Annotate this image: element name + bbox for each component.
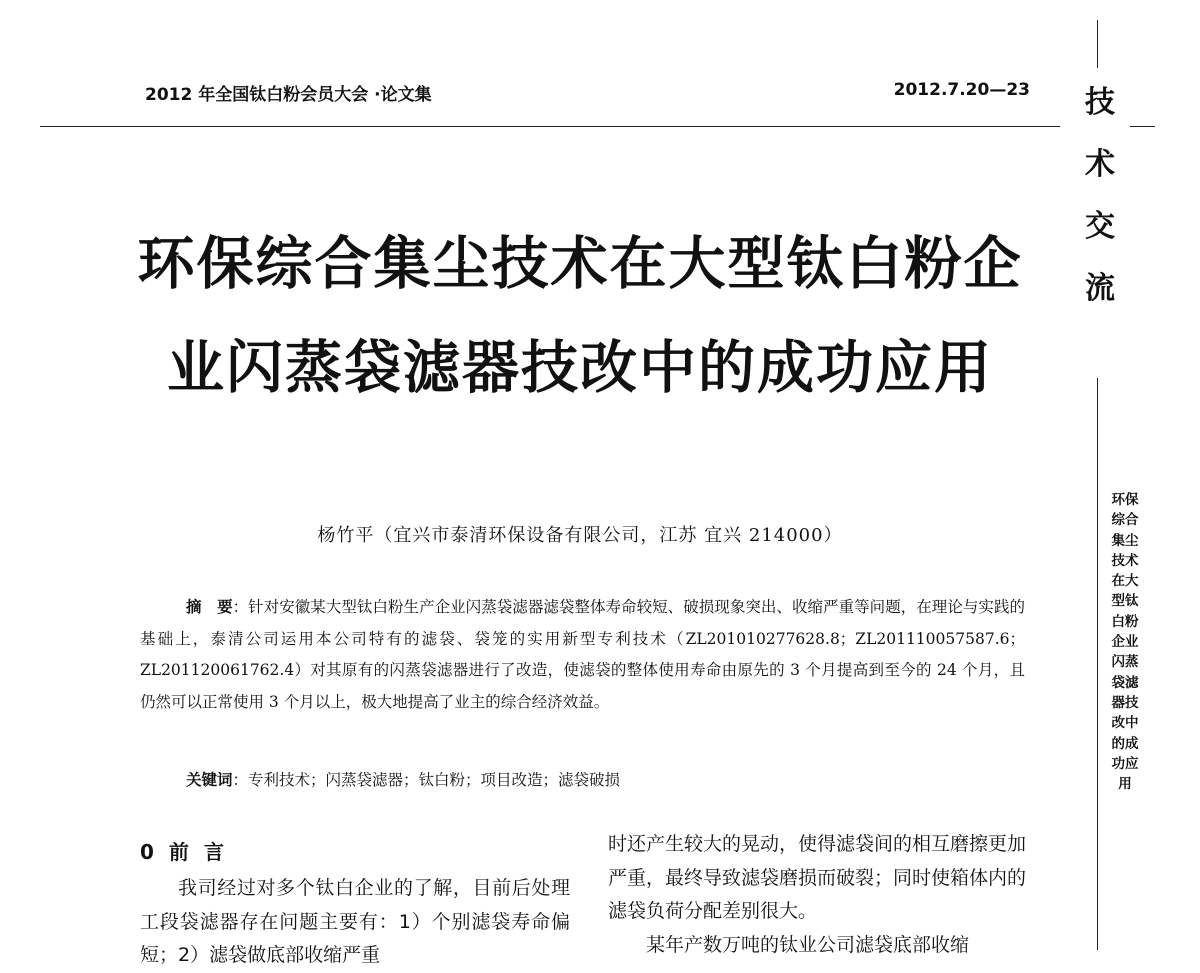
- paper-title: 环保综合集尘技术在大型钛白粉企业闪蒸袋滤器技改中的成功应用: [137, 231, 1023, 401]
- section-label-char: 技: [1085, 85, 1115, 120]
- section-heading: 0 前 言: [140, 840, 228, 864]
- abstract-label: 摘 要: [186, 598, 233, 616]
- paragraph: 我司经过对多个钛白企业的了解，目前后处理工段袋滤器存在问题主要有：1）个别滤袋寿命偏短；2）滤袋做底部收缩严重: [140, 877, 570, 966]
- keywords-label: 关键词: [186, 771, 233, 789]
- section-label-char: 术: [1085, 147, 1115, 182]
- body-column-left: [140, 872, 570, 973]
- section-label-char: 交: [1085, 209, 1115, 244]
- section-label: [1070, 85, 1130, 336]
- keywords: [186, 768, 1026, 790]
- keywords-text: ：专利技术；闪蒸袋滤器；钛白粉；项目改造；滤袋破损: [232, 771, 621, 789]
- paragraph: 某年产数万吨的钛业公司滤袋底部收缩: [646, 933, 970, 956]
- running-header-date: 2012.7.20—23: [893, 80, 1030, 100]
- section-rule-top: [1097, 20, 1098, 68]
- section-label-char: 流: [1085, 271, 1115, 306]
- header-rule: [40, 126, 1060, 127]
- paragraph: 时还产生较大的晃动，使得滤袋间的相互磨擦更加严重，最终导致滤袋磨损而破裂；同时使箱体内的滤袋负荷分配差别很大。: [608, 833, 1027, 922]
- header-rule-right: [1130, 126, 1155, 127]
- running-header-left: 2012 年全国钛白粉会员大会 ·论文集: [145, 85, 432, 105]
- sidebar-rule: [1097, 378, 1098, 950]
- abstract: [140, 592, 1025, 718]
- abstract-text: ：针对安徽某大型钛白粉生产企业闪蒸袋滤器滤袋整体寿命较短、破损现象突出、收缩严重等问题，在理论与实践的基础上，泰清公司运用本公司特有的滤袋、袋笼的实用新型专利技术（ZL201010277628.8；ZL201110057587.6；ZL201120061762.4）对其原有的闪蒸袋滤器进行了改造，使滤袋的整体使用寿命由原先的 3 个月提高到至今的 24 个月，且仍然可以正常使用 3 个月以上，极大地提高了业主的综合经济效益。: [140, 598, 1025, 711]
- author-affiliation: 杨竹平（宜兴市泰清环保设备有限公司，江苏 宜兴 214000）: [317, 525, 843, 546]
- sidebar-vertical-title: 环保综合集尘技术在大型钛白粉企业闪蒸袋滤器技改中的成功应用: [1111, 492, 1139, 793]
- body-column-right: [608, 828, 1026, 962]
